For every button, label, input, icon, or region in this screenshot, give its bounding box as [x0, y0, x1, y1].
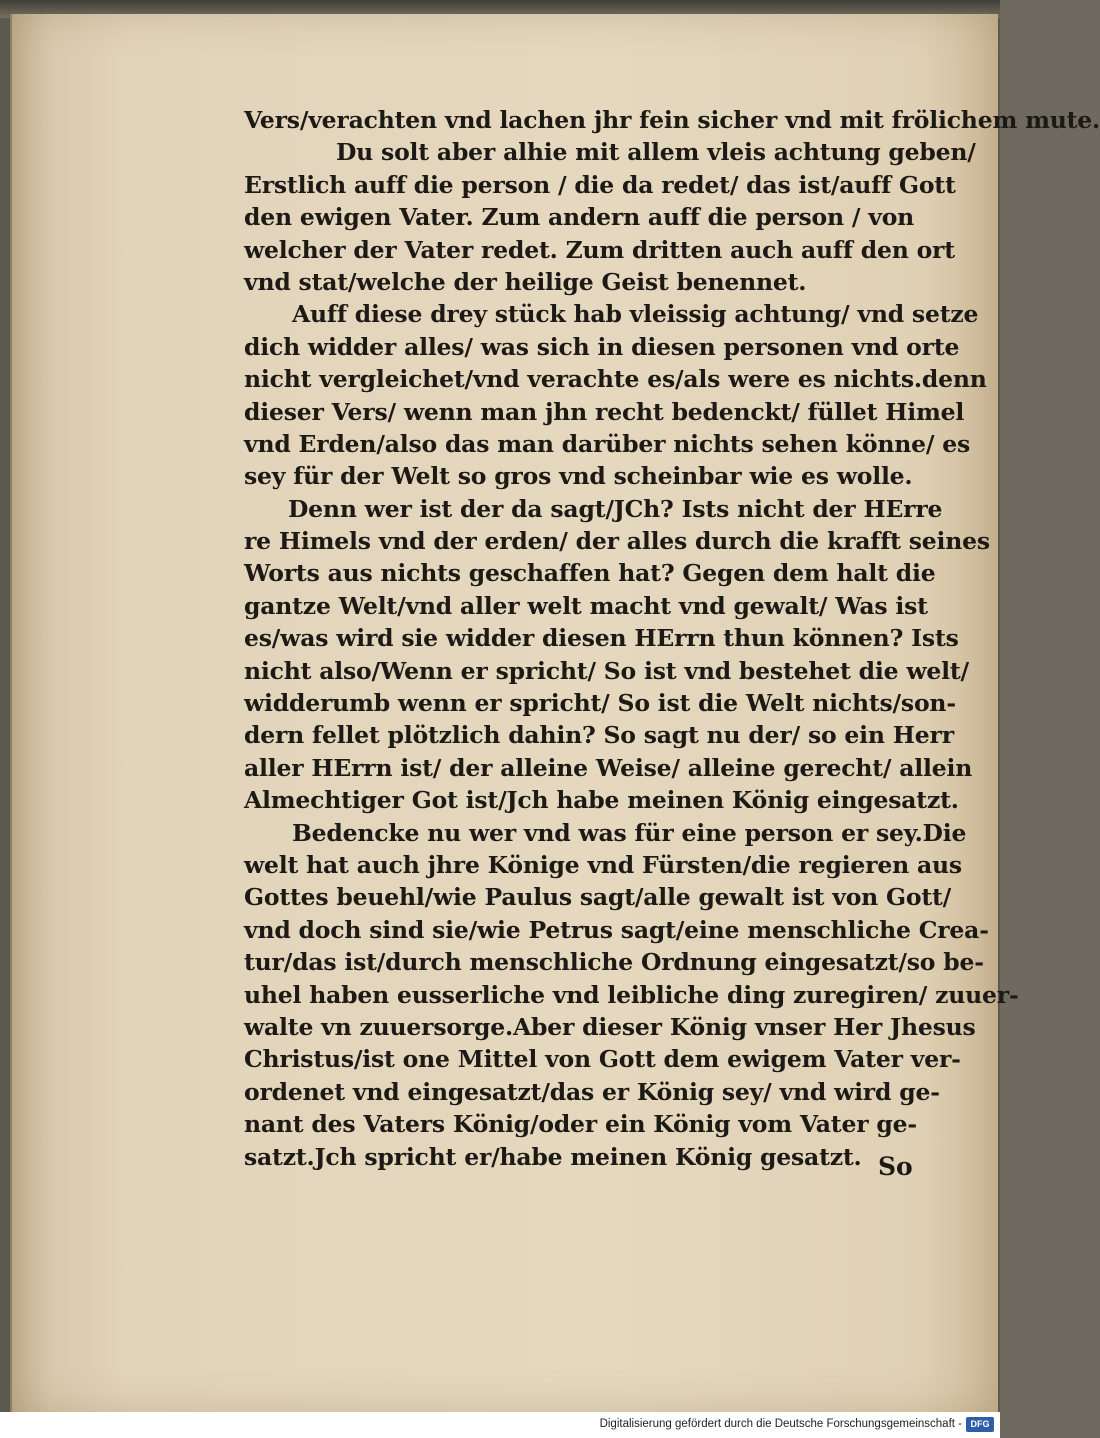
text-line: dieser Vers/ wenn man jhn recht bedenckt/ füllet Himel	[244, 397, 965, 426]
footer-credit: Digitalisierung gefördert durch die Deutsche Forschungsgemeinschaft -	[599, 1418, 962, 1430]
text-line: den ewigen Vater. Zum andern auff die person / von	[244, 203, 915, 232]
text-line: sey für der Welt so gros vnd scheinbar wie es wolle.	[244, 462, 913, 491]
text-line: Vers/verachten vnd lachen jhr fein sicher vnd mit frölichem mute.	[244, 106, 1100, 134]
text-line: satzt.Jch spricht er/habe meinen König gesatzt.	[244, 1142, 862, 1171]
text-line: Du solt aber alhie mit allem vleis achtung geben/	[336, 138, 976, 167]
catchword: So	[878, 1152, 913, 1181]
footer-bar	[0, 1412, 1000, 1438]
text-line: dich widder alles/ was sich in diesen personen vnd orte	[244, 332, 960, 361]
text-line: nicht vergleichet/vnd verachte es/als were es nichts.denn	[244, 365, 987, 394]
text-line: widderumb wenn er spricht/ So ist die Welt nichts/son-	[244, 689, 956, 718]
page-body	[244, 104, 1100, 1173]
text-line: Denn wer ist der da sagt/JCh? Ists nicht der HErre	[288, 494, 943, 523]
text-line: vnd Erden/also das man darüber nichts sehen könne/ es	[244, 429, 971, 458]
text-line: nant des Vaters König/oder ein König vom Vater ge-	[244, 1110, 917, 1139]
text-line: es/was wird sie widder diesen HErrn thun können? Ists	[244, 624, 959, 653]
text-line: ordenet vnd eingesatzt/das er König sey/ vnd wird ge-	[244, 1077, 940, 1106]
text-line: vnd stat/welche der heilige Geist benennet.	[244, 267, 807, 296]
dfg-logo: DFG	[966, 1417, 994, 1432]
text-line: uhel haben eusserliche vnd leibliche ding zuregiren/ zuuer-	[244, 980, 1019, 1009]
text-line: welt hat auch jhre Könige vnd Fürsten/die regieren aus	[244, 850, 962, 879]
text-line: gantze Welt/vnd aller welt macht vnd gewalt/ Was ist	[244, 591, 928, 620]
text-line: tur/das ist/durch menschliche Ordnung eingesatzt/so be-	[244, 948, 984, 977]
text-line: welcher der Vater redet. Zum dritten auch auff den ort	[244, 235, 955, 264]
text-line: Gottes beuehl/wie Paulus sagt/alle gewalt ist von Gott/	[244, 883, 952, 912]
text-line: nicht also/Wenn er spricht/ So ist vnd bestehet die welt/	[244, 656, 969, 685]
text-line: re Himels vnd der erden/ der alles durch die krafft seines	[244, 527, 990, 556]
text-line: walte vn zuuersorge.Aber dieser König vnser Her Jhesus	[244, 1012, 976, 1041]
text-line: Worts aus nichts geschaffen hat? Gegen dem halt die	[244, 559, 936, 588]
text-line: vnd doch sind sie/wie Petrus sagt/eine menschliche Crea-	[244, 915, 989, 944]
text-line: aller HErrn ist/ der alleine Weise/ alleine gerecht/ allein	[244, 753, 973, 782]
text-line: Auff diese drey stück hab vleissig achtung/ vnd setze	[292, 300, 979, 329]
text-line: Erstlich auff die person / die da redet/ das ist/auff Gott	[244, 170, 956, 199]
text-line: Christus/ist one Mittel von Gott dem ewigem Vater ver-	[244, 1045, 961, 1074]
text-line: Almechtiger Got ist/Jch habe meinen König eingesatzt.	[244, 786, 959, 815]
text-line: Bedencke nu wer vnd was für eine person er sey.Die	[292, 818, 967, 847]
text-line: dern fellet plötzlich dahin? So sagt nu der/ so ein Herr	[244, 721, 954, 750]
